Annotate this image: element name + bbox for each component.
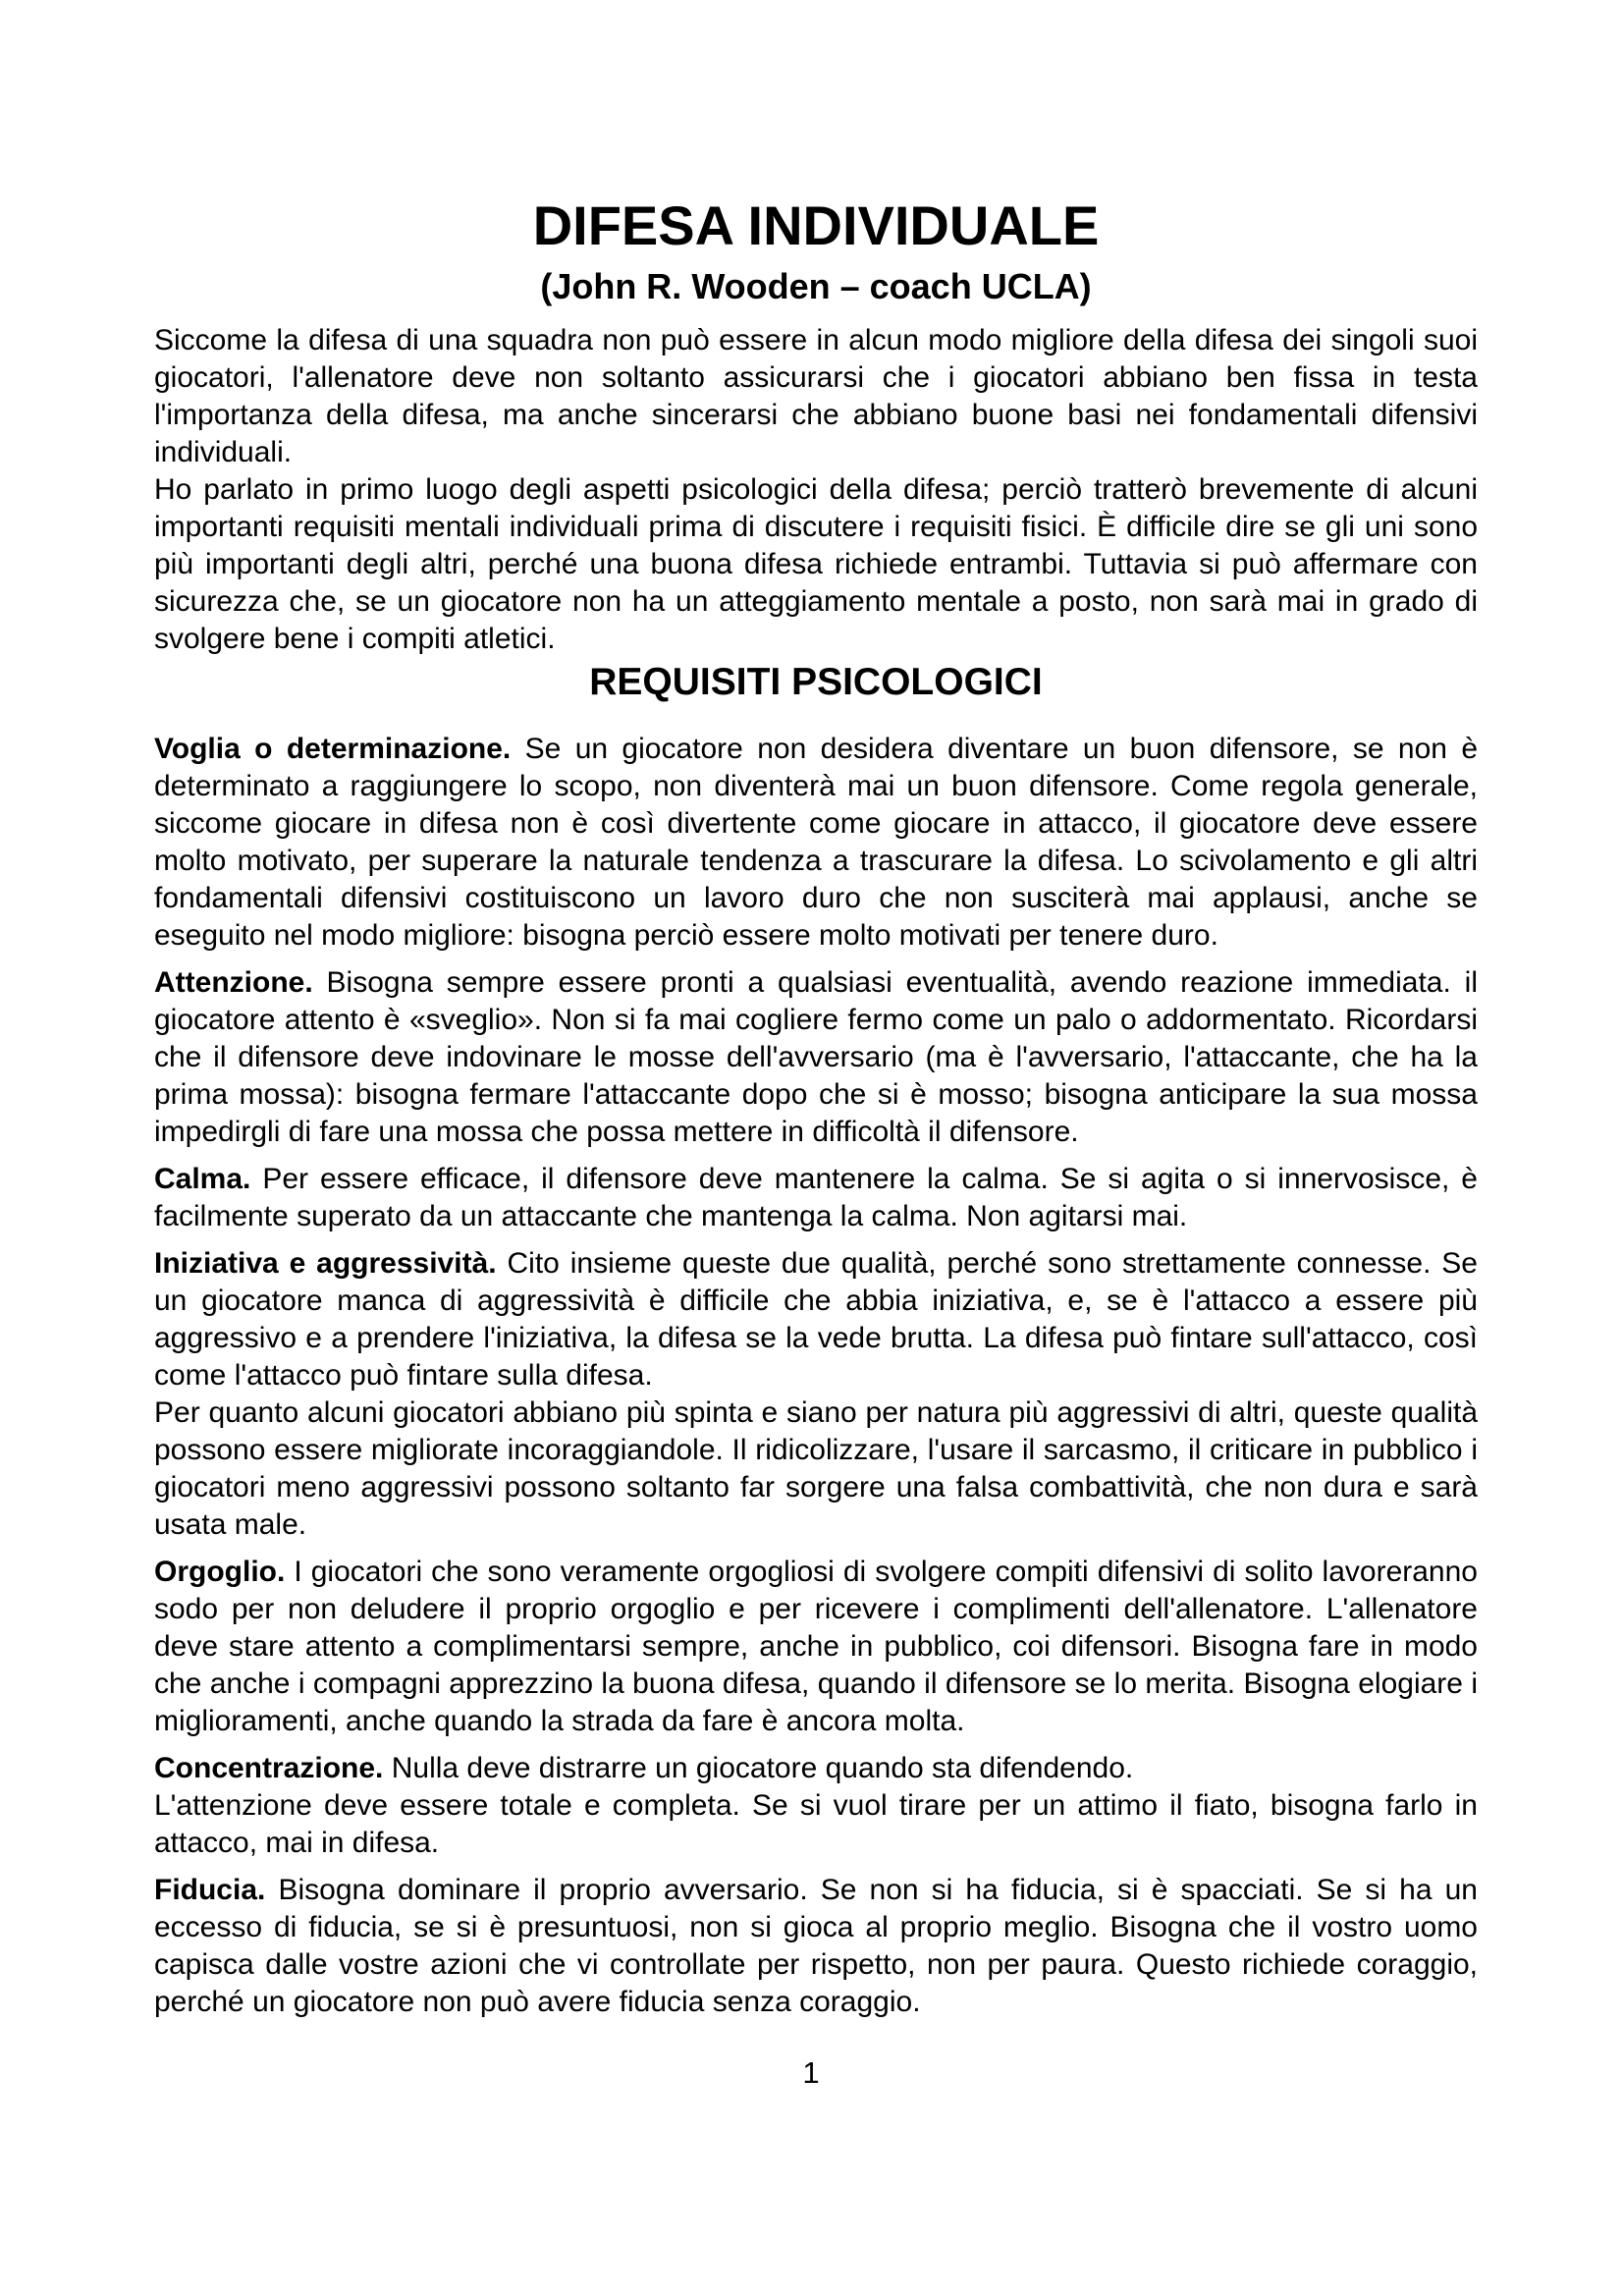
intro-paragraph-2: Ho parlato in primo luogo degli aspetti psicologici della difesa; perciò tratterò brevemente di alcuni importanti requisiti mentali individuali prima di discutere i requisiti fisici. È difficile dire se gli uni sono più importanti degli altri, perché una buona difesa richiede entrambi. Tuttavia si può affermare con sicurezza che, se un giocatore non ha un atteggiamento mentale a posto, non sarà mai in grado di svolgere bene i compiti atletici. [154,473,1478,655]
paragraph-fiducia [154,1872,1478,2021]
paragraph-body: Cito insieme queste due qualità, perché sono strettamente connesse. Se un giocatore manca di aggressività è difficile che abbia iniziativa, e, se è l'attacco a essere più aggressivo e a prendere l'iniziativa, la difesa se la vede brutta. La difesa può fintare sull'attacco, così come l'attacco può fintare sulla difesa. [154,1247,1478,1392]
paragraph-lead: Iniziativa e aggressività. [154,1247,497,1280]
paragraph-continuation: Per quanto alcuni giocatori abbiano più spinta e siano per natura più aggressivi di altri, queste qualità possono essere migliorate incoraggiandole. Il ridicolizzare, l'usare il sarcasmo, il criticare in pubblico i giocatori meno aggressivi possono soltanto far sorgere una falsa combattività, che non dura e sarà usata male. [154,1396,1478,1541]
paragraph-iniziativa-e-aggressivita [154,1245,1478,1544]
document-subtitle: (John R. Wooden – coach UCLA) [540,266,1092,306]
paragraph-body: I giocatori che sono veramente orgogliosi di svolgere compiti difensivi di solito lavoreranno sodo per non deludere il proprio orgoglio e per ricevere i complimenti dell'allenatore. L'allenatore deve stare attento a complimentarsi sempre, anche in pubblico, coi difensori. Bisogna fare in modo che anche i compagni apprezzino la buona difesa, quando il difensore se lo merita. Bisogna elogiare i miglioramenti, anche quando la strada da fare è ancora molta. [154,1556,1478,1737]
paragraph-orgoglio [154,1554,1478,1740]
paragraph-attenzione [154,964,1478,1151]
paragraph-continuation: L'attenzione deve essere totale e completa. Se si vuol tirare per un attimo il fiato, bisogna farlo in attacco, mai in difesa. [154,1789,1478,1859]
document-title: DIFESA INDIVIDUALE [532,194,1100,256]
paragraph-calma [154,1161,1478,1235]
paragraph-body: Per essere efficace, il difensore deve mantenere la calma. Se si agita o si innervosisce, è facilmente superato da un attaccante che mantenga la calma. Non agitarsi mai. [154,1163,1478,1232]
paragraph-lead: Voglia o determinazione. [154,733,512,765]
paragraph-lead: Orgoglio. [154,1556,286,1588]
paragraph-voglia-o-determinazione [154,731,1478,955]
paragraph-concentrazione [154,1750,1478,1862]
document-content [0,194,1622,2021]
paragraph-lead: Concentrazione. [154,1752,384,1784]
section-body [154,731,1478,2021]
paragraph-body: Nulla deve distrarre un giocatore quando sta difendendo. [391,1752,1134,1784]
paragraph-body: Se un giocatore non desidera diventare un buon difensore, se non è determinato a raggiungere lo scopo, non diventerà mai un buon difensore. Come regola generale, siccome giocare in difesa non è così divertente come giocare in attacco, il giocatore deve essere molto motivato, per superare la naturale tendenza a trascurare la difesa. Lo scivolamento e gli altri fondamentali difensivi costituiscono un lavoro duro che non susciterà mai applausi, anche se eseguito nel modo migliore: bisogna perciò essere molto motivati per tenere duro. [154,733,1479,952]
paragraph-body: Bisogna dominare il proprio avversario. Se non si ha fiducia, si è spacciati. Se si ha un eccesso di fiducia, se si è presuntuosi, non si gioca al proprio meglio. Bisogna che il vostro uomo capisca dalle vostre azioni che vi controllate per rispetto, non per paura. Questo richiede coraggio, perché un giocatore non può avere fiducia senza coraggio. [154,1874,1478,2018]
section-heading-requisiti-psicologici: REQUISITI PSICOLOGICI [589,661,1043,703]
paragraph-body: Bisogna sempre essere pronti a qualsiasi eventualità, avendo reazione immediata. il giocatore attento è «sveglio». Non si fa mai cogliere fermo come un palo o addormentato. Ricordarsi che il difensore deve indovinare le mosse dell'avversario (ma è l'avversario, l'attaccante, che ha la prima mossa): bisogna fermare l'attaccante dopo che si è mosso; bisogna anticipare la sua mossa impedirgli di fare una mossa che possa mettere in difficoltà il difensore. [154,966,1478,1148]
intro-paragraph-1: Siccome la difesa di una squadra non può essere in alcun modo migliore della difesa dei singoli suoi giocatori, l'allenatore deve non soltanto assicurarsi che i giocatori abbiano ben fissa in testa l'importanza della difesa, ma anche sincerarsi che abbiano buone basi nei fondamentali difensivi individuali. [154,324,1478,468]
paragraph-lead: Fiducia. [154,1874,266,1906]
intro-section [154,322,1478,658]
paragraph-lead: Calma. [154,1163,251,1195]
page-number: 1 [802,2055,820,2090]
paragraph-lead: Attenzione. [154,966,313,999]
